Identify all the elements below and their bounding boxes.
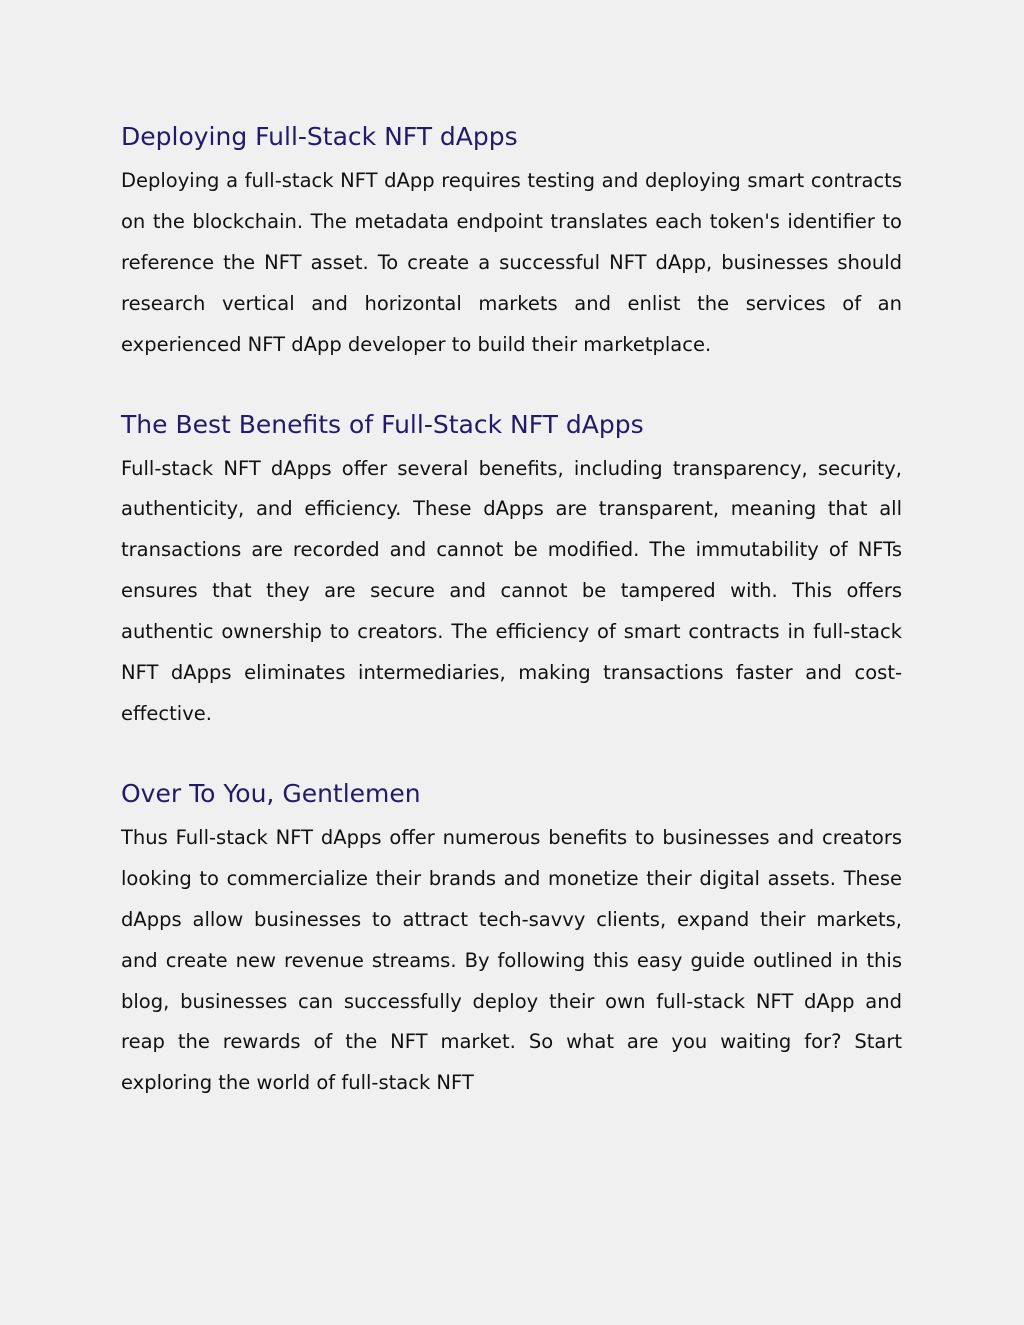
section-paragraph: Deploying a full-stack NFT dApp requires testing and deploying smart contracts on the blockchain. The metadata endpoint translates each token's identifier to reference the NFT asset. To create a successful NFT dApp, businesses should research vertical and horizontal markets and enlist the services of an experienced NFT dApp developer to build their marketplace. bbox=[121, 169, 902, 356]
section-title: The Best Benefits of Full-Stack NFT dApps bbox=[121, 409, 644, 439]
section-benefits bbox=[121, 407, 902, 735]
section-conclusion bbox=[121, 776, 902, 1104]
section-paragraph: Full-stack NFT dApps offer several benefits, including transparency, security, authenticity, and efficiency. These dApps are transparent, meaning that all transactions are recorded and cannot be modified. The immutability of NFTs ensures that they are secure and cannot be tampered with. This offers authentic ownership to creators. The efficiency of smart contracts in full-stack NFT dApps eliminates intermediaries, making transactions faster and cost-effective. bbox=[121, 456, 902, 725]
section-paragraph: Thus Full-stack NFT dApps offer numerous benefits to businesses and creators looking to commercialize their brands and monetize their digital assets. These dApps allow businesses to attract tech-savvy clients, expand their markets, and create new revenue streams. By following this easy guide outlined in this blog, businesses can successfully deploy their own full-stack NFT dApp and reap the rewards of the NFT market. So what are you waiting for? Start exploring the world of full-stack NFT bbox=[121, 825, 902, 1095]
section-title: Over To You, Gentlemen bbox=[121, 778, 421, 808]
section-deploying bbox=[121, 119, 902, 366]
section-title: Deploying Full-Stack NFT dApps bbox=[121, 122, 518, 151]
